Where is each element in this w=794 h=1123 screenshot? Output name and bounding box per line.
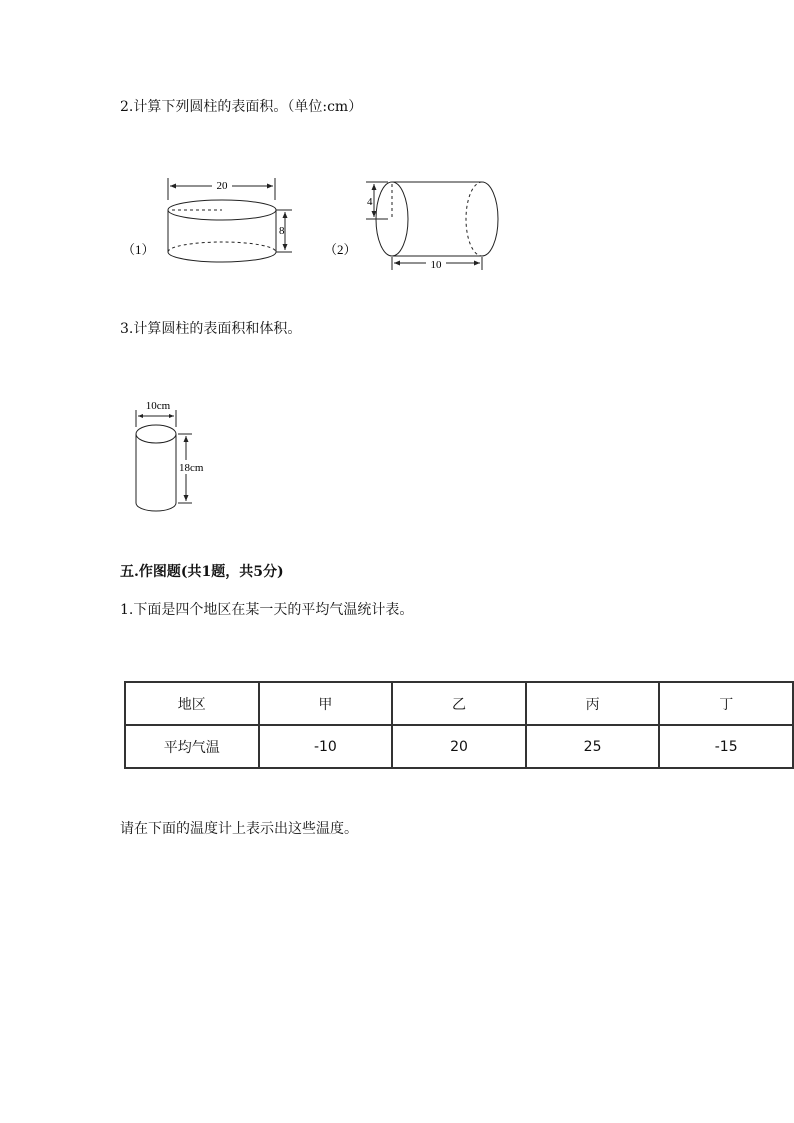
cylinder-figure-2 — [322, 172, 512, 277]
fig3-height: 18cm — [179, 462, 204, 474]
table-row — [125, 725, 793, 768]
fig1-label: （1） — [122, 242, 155, 257]
table-header-cell: 丁 — [659, 682, 793, 725]
fig2-label: （2） — [324, 242, 357, 257]
q2-text: 2.计算下列圆柱的表面积。（单位:cm） — [120, 99, 363, 115]
cylinder-figure-3 — [128, 395, 228, 520]
q5-1-instruction: 请在下面的温度计上表示出这些温度。 — [120, 821, 358, 837]
table-cell: 平均气温 — [125, 725, 259, 768]
table-header-cell: 乙 — [392, 682, 526, 725]
table-header-cell: 丙 — [526, 682, 660, 725]
fig1-height: 8 — [279, 225, 285, 237]
fig3-diameter: 10cm — [145, 400, 171, 412]
cylinder-figure-1 — [120, 170, 320, 280]
section5-heading: 五.作图题(共1题，共5分) — [120, 564, 284, 580]
fig2-length: 10 — [430, 259, 442, 271]
fig1-diameter: 20 — [216, 180, 228, 192]
table-cell: -10 — [259, 725, 393, 768]
fig2-radius: 4 — [367, 196, 373, 208]
table-header-cell: 地区 — [125, 682, 259, 725]
table-row — [125, 682, 793, 725]
table-cell: 20 — [392, 725, 526, 768]
temperature-table — [124, 681, 794, 769]
table-cell: -15 — [659, 725, 793, 768]
table-cell: 25 — [526, 725, 660, 768]
q3-text: 3.计算圆柱的表面积和体积。 — [120, 321, 302, 337]
table-header-cell: 甲 — [259, 682, 393, 725]
q5-1-text: 1.下面是四个地区在某一天的平均气温统计表。 — [120, 602, 414, 618]
